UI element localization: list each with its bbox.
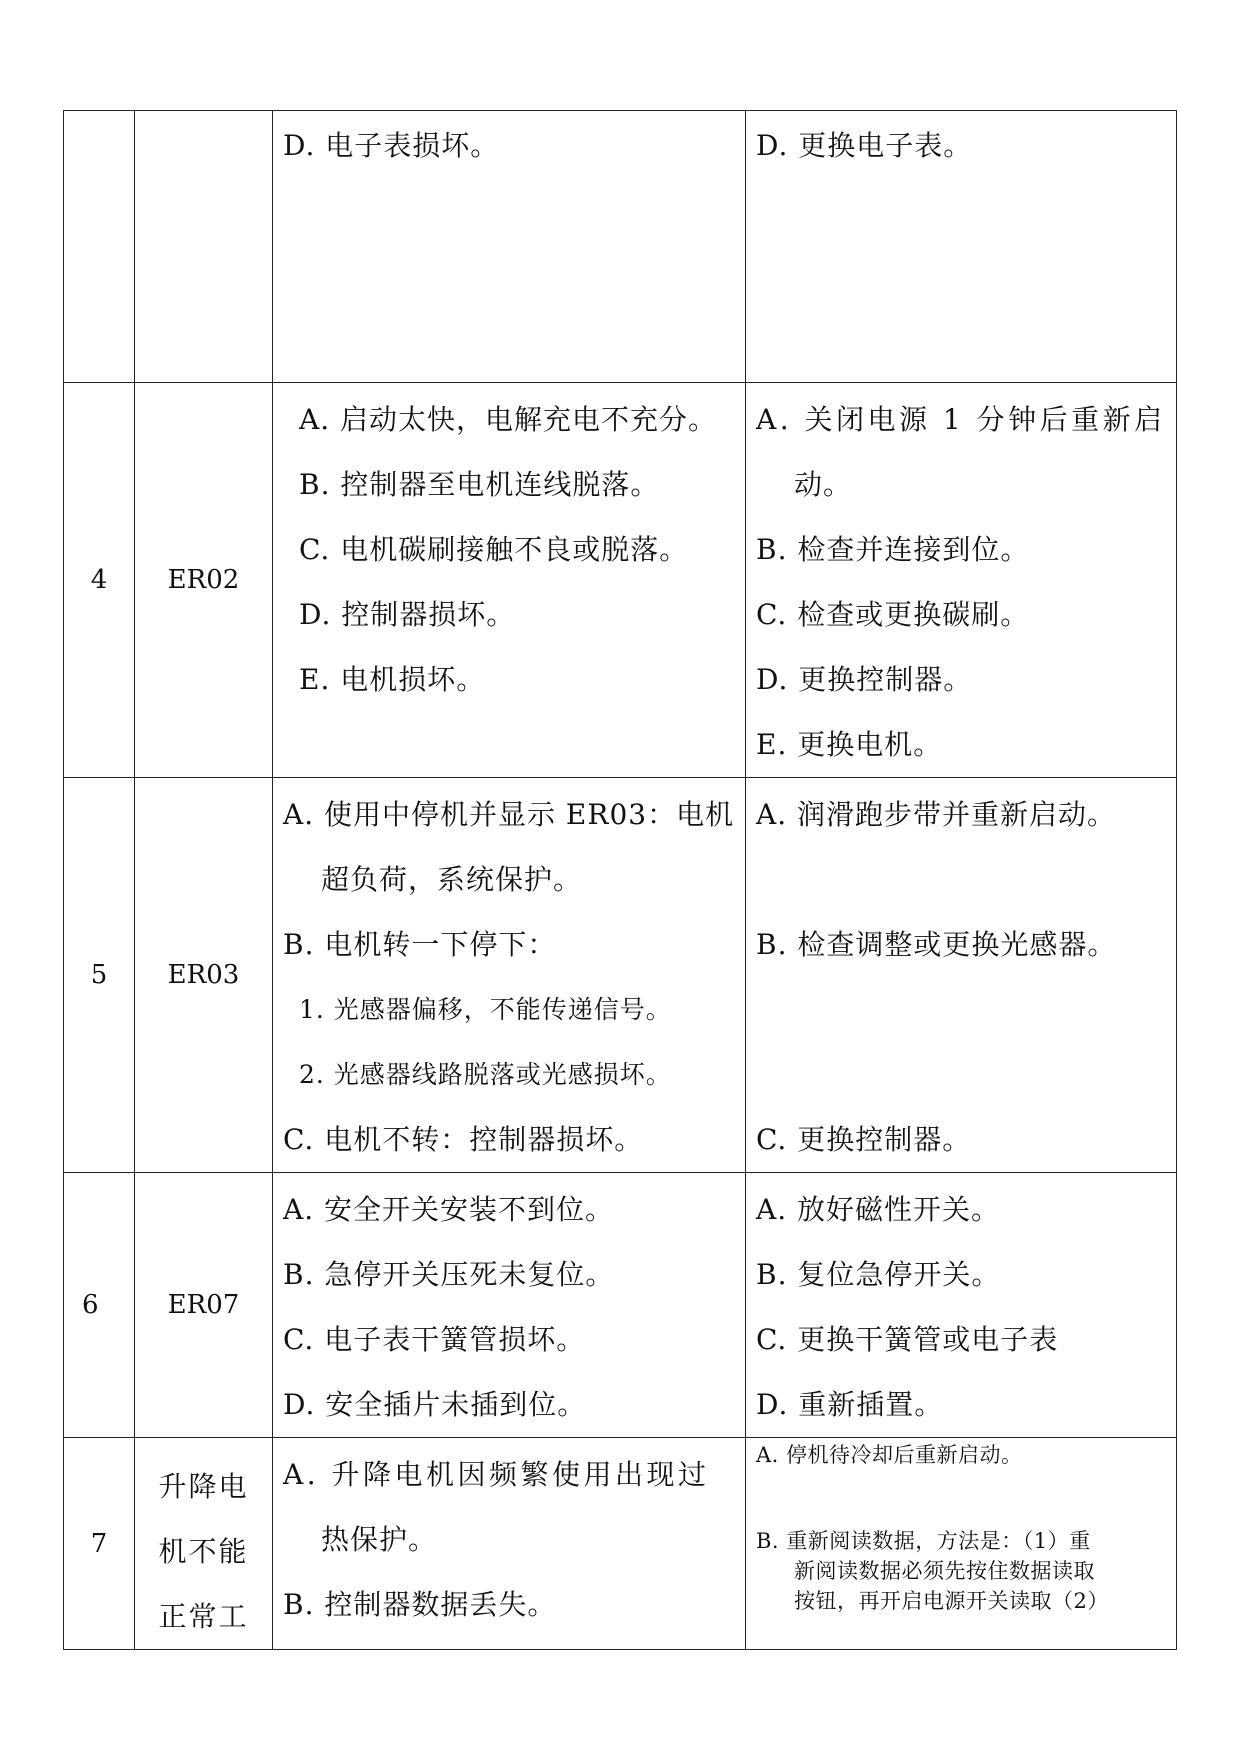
error-code: ER07 — [135, 1173, 273, 1438]
cause-item: A. 启动太快，电解充电不充分。 — [299, 403, 718, 436]
cause-item: B. 急停开关压死未复位。 — [283, 1258, 615, 1291]
cause-item: C. 电子表干簧管损坏。 — [283, 1323, 586, 1356]
fix-item: 按钮，再开启电源开关读取（2） — [794, 1589, 1109, 1613]
table-row — [64, 383, 1177, 778]
error-code: ER03 — [135, 778, 273, 1173]
error-code — [135, 111, 273, 383]
cause-cell — [273, 778, 746, 1173]
error-code — [135, 1438, 273, 1650]
fix-cell — [746, 1173, 1177, 1438]
row-number: 6 — [64, 1173, 135, 1438]
fix-item: E. 更换电机。 — [756, 728, 943, 761]
row-number: 4 — [64, 383, 135, 778]
cause-item: B. 控制器至电机连线脱落。 — [299, 468, 660, 501]
cause-cell — [273, 383, 746, 778]
fix-item: C. 更换干簧管或电子表 — [756, 1323, 1059, 1356]
cause-item: A. 使用中停机并显示 ER03：电机 — [283, 798, 735, 831]
error-code-line: 正常工 — [158, 1600, 249, 1633]
fix-item: 新阅读数据必须先按住数据读取 — [794, 1559, 1095, 1583]
cause-item: C. 电机不转：控制器损坏。 — [283, 1123, 644, 1156]
fix-item: B. 检查调整或更换光感器。 — [756, 928, 1117, 961]
cause-item: D. 安全插片未插到位。 — [283, 1388, 587, 1421]
cause-item: B. 电机转一下停下： — [283, 928, 557, 961]
cause-item: A. 升降电机因频繁使用出现过 — [283, 1458, 710, 1491]
fix-item: C. 更换控制器。 — [756, 1123, 972, 1156]
table-row — [64, 1438, 1177, 1650]
cause-item: B. 控制器数据丢失。 — [283, 1588, 557, 1621]
fix-item: C. 检查或更换碳刷。 — [756, 598, 1030, 631]
cause-item: 2. 光感器线路脱落或光感损坏。 — [299, 1060, 672, 1089]
cause-item: E. 电机损坏。 — [299, 663, 486, 696]
table-row — [64, 1173, 1177, 1438]
row-number: 5 — [64, 778, 135, 1173]
row-number — [64, 111, 135, 383]
fix-item: 动。 — [794, 468, 853, 501]
table-row — [64, 778, 1177, 1173]
cause-item: D. 控制器损坏。 — [299, 598, 516, 631]
error-code-line: 升降电 — [158, 1470, 249, 1503]
fix-item: A. 停机待冷却后重新启动。 — [756, 1443, 1023, 1467]
fix-item: B. 检查并连接到位。 — [756, 533, 1030, 566]
fix-cell — [746, 383, 1177, 778]
cause-item: 热保护。 — [321, 1523, 438, 1556]
fix-cell — [746, 1438, 1177, 1650]
cause-cell — [273, 1438, 746, 1650]
cause-cell — [273, 1173, 746, 1438]
cause-item: D. 电子表损坏。 — [283, 129, 500, 162]
fix-item: D. 重新插置。 — [756, 1388, 944, 1421]
fix-item: A. 关闭电源 1 分钟后重新启 — [756, 403, 1166, 436]
fault-table — [63, 110, 1177, 1650]
row-number: 7 — [64, 1438, 135, 1650]
cause-item: 超负荷，系统保护。 — [321, 863, 583, 896]
error-code: ER02 — [135, 383, 273, 778]
fix-item: B. 重新阅读数据，方法是：（1）重 — [756, 1529, 1091, 1553]
fix-cell — [746, 111, 1177, 383]
cause-item: A. 安全开关安装不到位。 — [283, 1193, 615, 1226]
table-row — [64, 111, 1177, 383]
cause-item: C. 电机碳刷接触不良或脱落。 — [299, 533, 689, 566]
fix-item: B. 复位急停开关。 — [756, 1258, 1001, 1291]
fix-item: A. 润滑跑步带并重新启动。 — [756, 798, 1117, 831]
fix-item: D. 更换控制器。 — [756, 663, 973, 696]
fix-item: D. 更换电子表。 — [756, 129, 973, 162]
fix-item: A. 放好磁性开关。 — [756, 1193, 1001, 1226]
error-code-line: 机不能 — [158, 1535, 249, 1568]
cause-item: 1. 光感器偏移，不能传递信号。 — [299, 995, 672, 1024]
fix-cell — [746, 778, 1177, 1173]
cause-cell — [273, 111, 746, 383]
